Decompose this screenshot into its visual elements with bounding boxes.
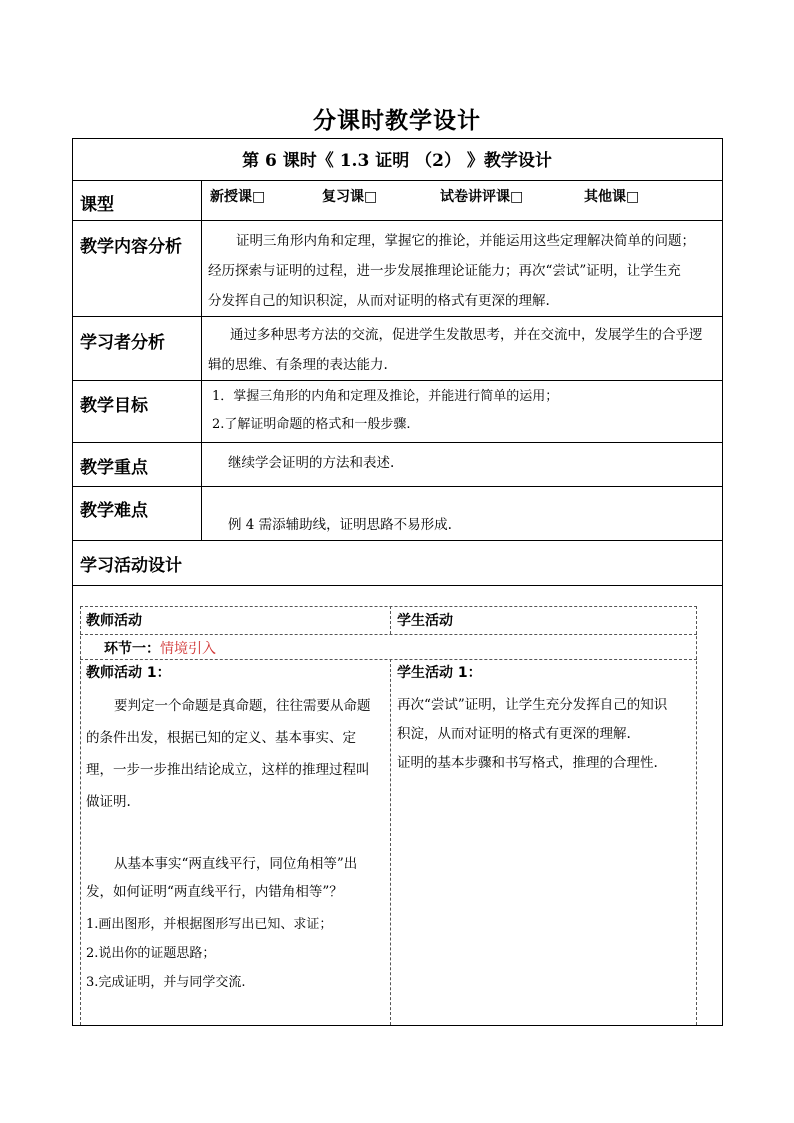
teacher-line: 理，一步一步推出结论成立，这样的推理过程叫 bbox=[86, 762, 370, 778]
student-line: 再次“尝试”证明，让学生充分发挥自己的知识 bbox=[397, 697, 668, 713]
objectives-text bbox=[212, 383, 717, 439]
learner-analysis-line: 通过多种思考方法的交流，促进学生发散思考，并在交流中，发展学生的合乎逻 bbox=[230, 327, 703, 343]
difficulties-text: 例 4 需添辅助线，证明思路不易形成. bbox=[228, 517, 452, 533]
content-analysis-line: 证明三角形内角和定理，掌握它的推论，并能运用这些定理解决简单的问题； bbox=[236, 233, 695, 249]
course-type-other: 其他课□ bbox=[584, 189, 640, 205]
step-name: 情境引入 bbox=[160, 641, 216, 657]
key-points-label: 教学重点 bbox=[80, 458, 148, 478]
learner-analysis-line: 辑的思维、有条理的表达能力. bbox=[208, 357, 388, 373]
content-analysis-line: 经历探索与证明的过程，进一步发展推理论证能力；再次“尝试”证明，让学生充 bbox=[208, 263, 681, 279]
content-analysis-line: 分发挥自己的知识积淀，从而对证明的格式有更深的理解. bbox=[208, 293, 550, 309]
teacher-activity-header: 教师活动 bbox=[86, 613, 142, 629]
step-row bbox=[104, 638, 216, 658]
difficulties-label: 教学难点 bbox=[80, 501, 148, 521]
teacher-activity-steps bbox=[86, 910, 386, 997]
teacher-step: 3.完成证明，并与同学交流. bbox=[86, 975, 246, 990]
student-line: 积淀，从而对证明的格式有更深的理解. bbox=[397, 726, 631, 742]
course-type-label: 课型 bbox=[80, 195, 114, 215]
objective-item: 1．掌握三角形的内角和定理及推论，并能进行简单的运用； bbox=[212, 389, 559, 404]
teacher-line: 发，如何证明“两直线平行，内错角相等”？ bbox=[86, 884, 343, 900]
teacher-step: 1.画出图形，并根据图形写出已知、求证； bbox=[86, 917, 333, 932]
page-title: 分课时教学设计 bbox=[313, 107, 481, 134]
student-activity-text bbox=[397, 691, 695, 778]
objective-item: 2.了解证明命题的格式和一般步骤. bbox=[212, 417, 411, 432]
content-analysis-text bbox=[208, 226, 720, 316]
student-line: 证明的基本步骤和书写格式，推理的合理性. bbox=[397, 755, 658, 771]
learner-analysis-text bbox=[208, 320, 720, 380]
lesson-title: 第 6 课时《 1.3 证明 （2） 》教学设计 bbox=[242, 151, 552, 171]
key-points-text: 继续学会证明的方法和表述. bbox=[228, 455, 395, 471]
teacher-line: 要判定一个命题是真命题，往往需要从命题 bbox=[114, 698, 371, 714]
teacher-line: 做证明. bbox=[86, 794, 131, 810]
activity-design-label: 学习活动设计 bbox=[80, 556, 182, 576]
teacher-activity-title: 教师活动 1： bbox=[86, 665, 171, 681]
student-activity-header: 学生活动 bbox=[397, 613, 453, 629]
teacher-line: 从基本事实“两直线平行，同位角相等”出 bbox=[114, 856, 358, 872]
course-type-new: 新授课□ bbox=[210, 189, 266, 205]
learner-analysis-label: 学习者分析 bbox=[80, 333, 165, 353]
course-type-exam-review: 试卷讲评课□ bbox=[440, 189, 524, 205]
student-activity-title: 学生活动 1： bbox=[397, 665, 482, 681]
course-type-review: 复习课□ bbox=[322, 189, 378, 205]
objectives-label: 教学目标 bbox=[80, 396, 148, 416]
teacher-line: 的条件出发，根据已知的定义、基本事实、定 bbox=[86, 730, 356, 746]
teacher-activity-text bbox=[86, 690, 386, 818]
content-analysis-label: 教学内容分析 bbox=[80, 237, 182, 257]
teacher-step: 2.说出你的证题思路； bbox=[86, 946, 216, 961]
step-prefix: 环节一： bbox=[104, 641, 160, 657]
teacher-activity-question bbox=[86, 850, 386, 906]
